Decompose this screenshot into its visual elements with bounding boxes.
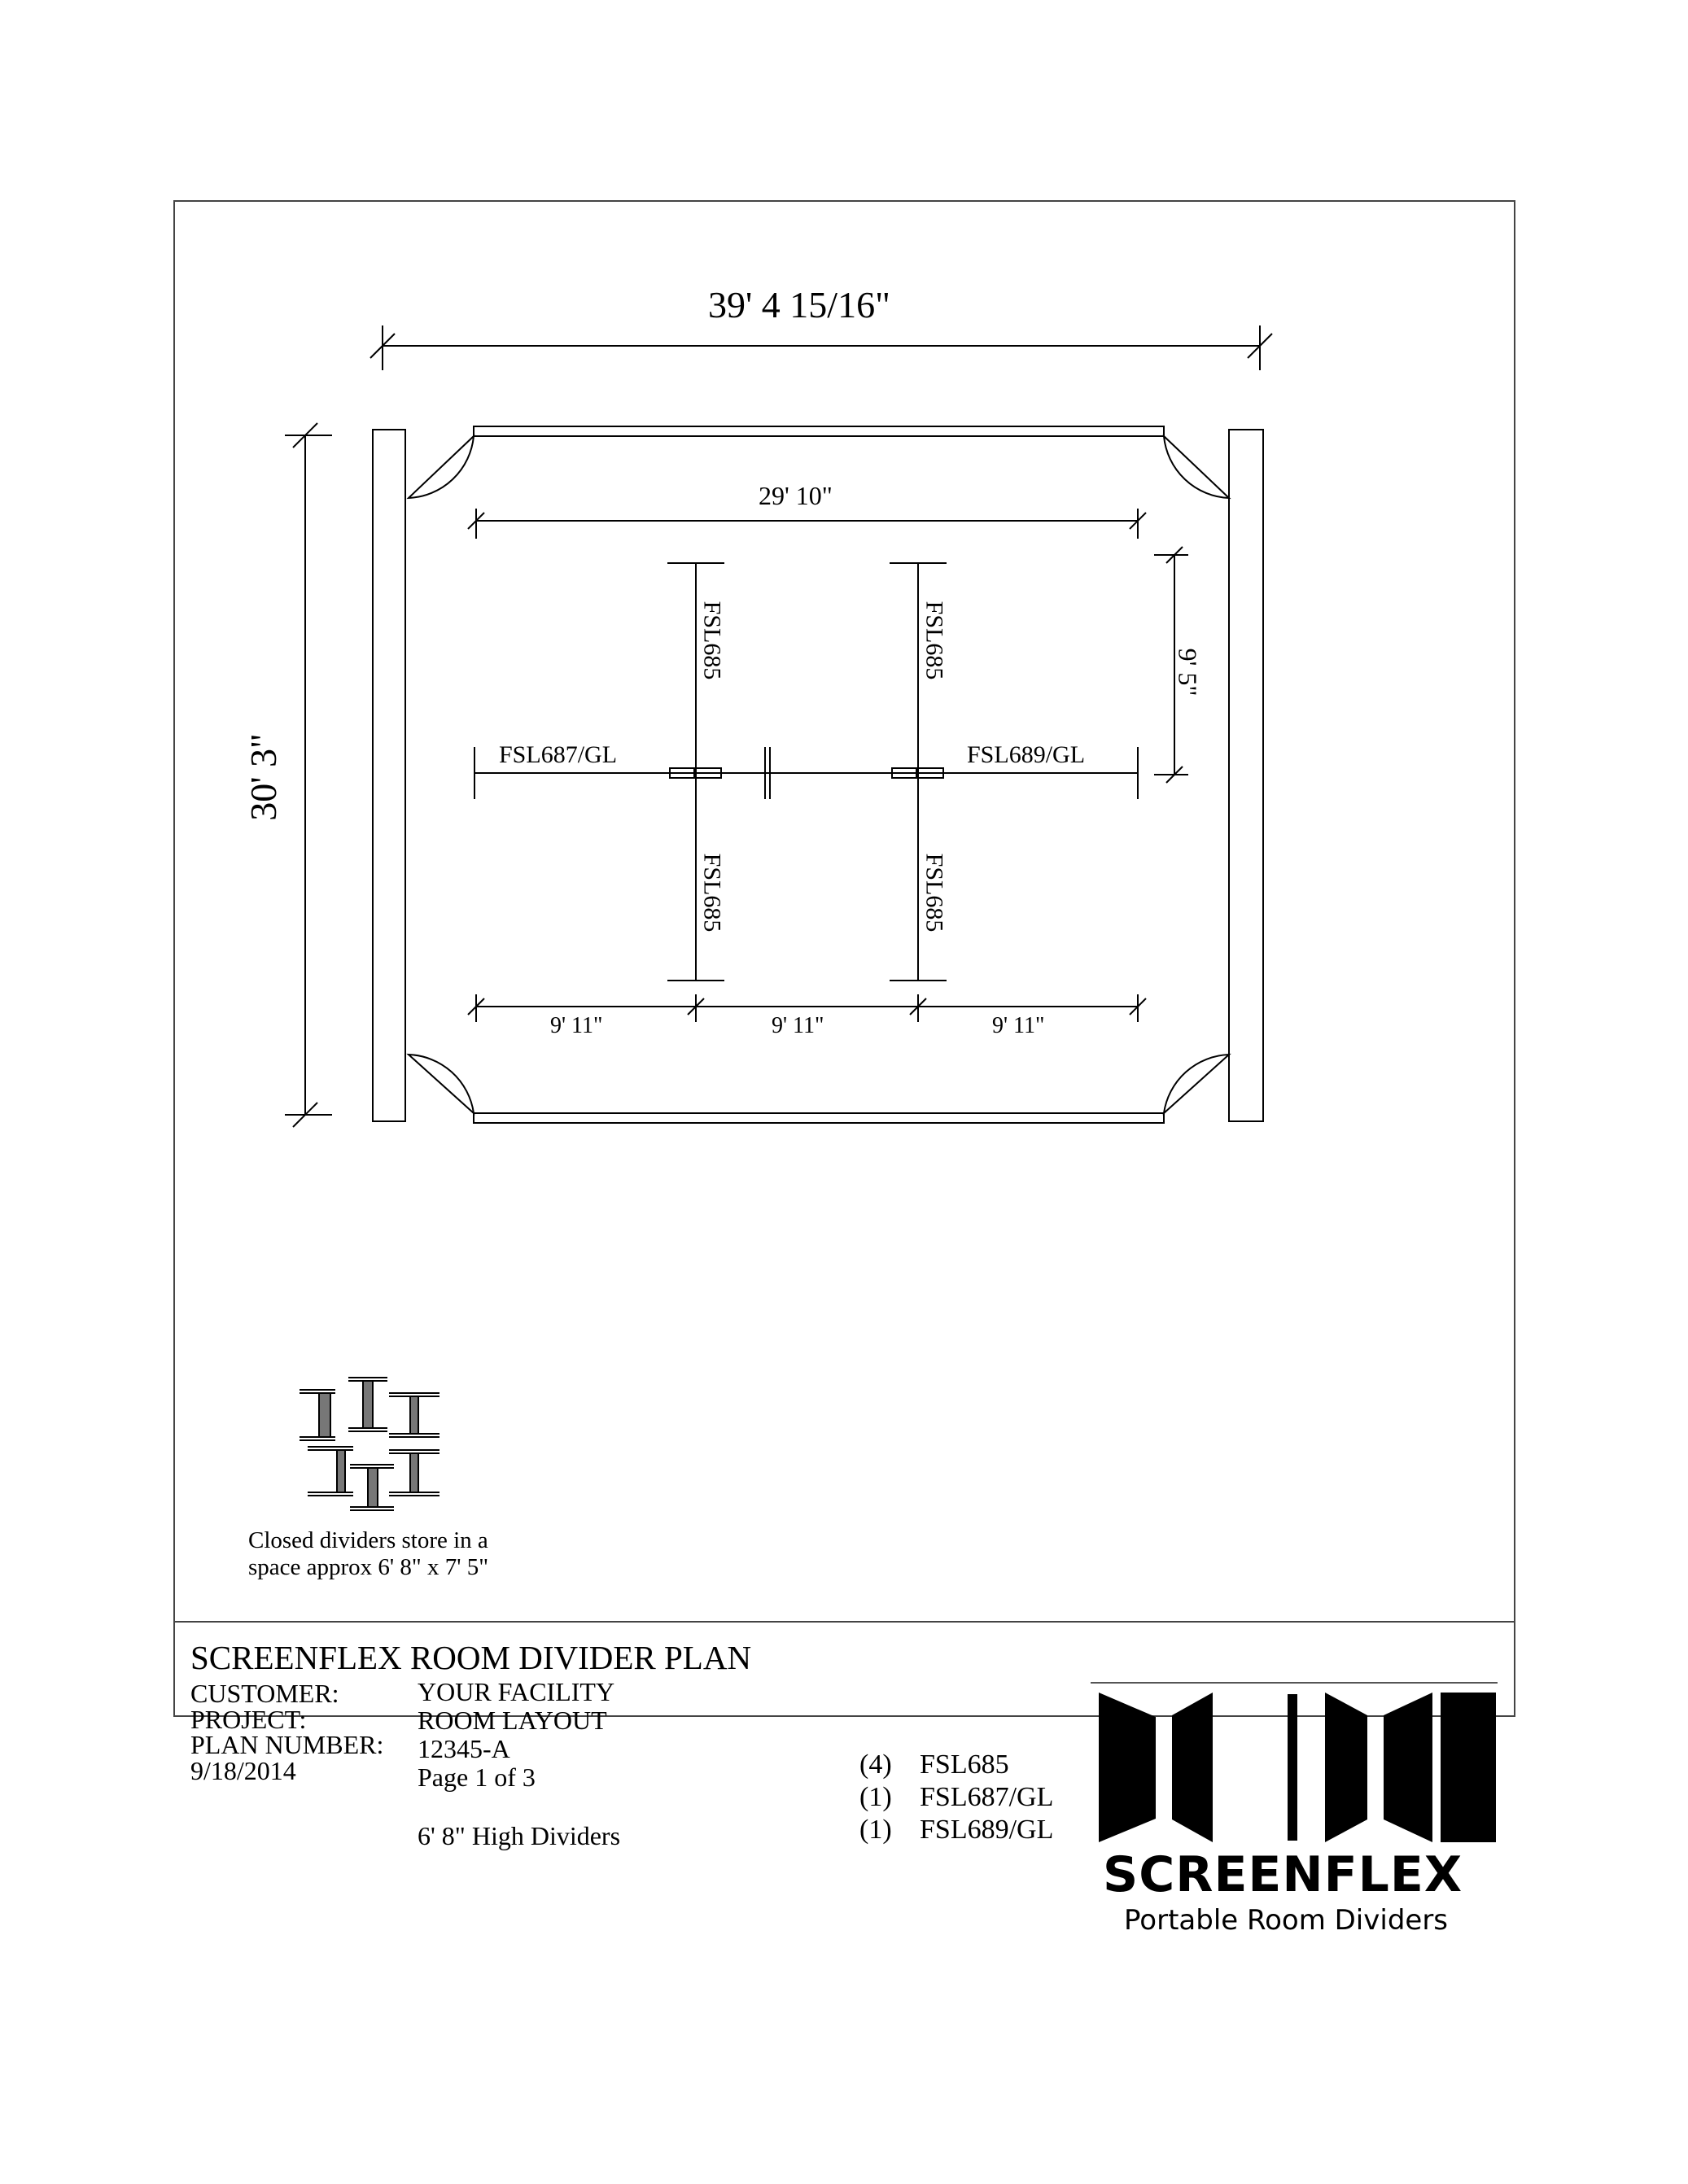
project-value: ROOM LAYOUT — [418, 1706, 607, 1735]
item-1-qty: (4) — [859, 1749, 892, 1780]
door-bottom-right — [1164, 1055, 1229, 1113]
storage-stack-icon — [300, 1378, 439, 1510]
item-3-model: FSL689/GL — [920, 1815, 1054, 1845]
divider-label-horizontal-left: FSL687/GL — [499, 741, 618, 768]
divider-run-dimension — [468, 509, 1146, 539]
item-2-model: FSL687/GL — [920, 1782, 1054, 1812]
divider-label-upper-right: FSL685 — [921, 601, 948, 680]
logo-name: SCREENFLEX — [1103, 1846, 1463, 1903]
door-bottom-left — [409, 1055, 474, 1113]
segment-label-3: 9' 11" — [992, 1013, 1045, 1038]
overall-height-label: 30' 3" — [242, 733, 284, 821]
storage-note-line2: space approx 6' 8" x 7' 5" — [248, 1554, 489, 1580]
screenflex-logo-mark — [1091, 1683, 1498, 1842]
overall-height-dimension — [285, 423, 332, 1127]
door-swings — [409, 436, 1229, 1113]
segment-label-2: 9' 11" — [772, 1013, 824, 1038]
project-label: PROJECT: — [190, 1705, 307, 1734]
divider-label-lower-right: FSL685 — [921, 853, 948, 933]
customer-value: YOUR FACILITY — [418, 1677, 615, 1706]
overall-width-label: 39' 4 15/16" — [708, 284, 890, 325]
plan-number-value: 12345-A — [418, 1734, 510, 1763]
logo-tagline: Portable Room Dividers — [1124, 1904, 1449, 1937]
dividers — [474, 563, 1138, 981]
divider-run-label: 29' 10" — [759, 481, 833, 510]
segment-label-1: 9' 11" — [550, 1013, 603, 1038]
door-top-right — [1164, 436, 1229, 498]
segment-height-label: 9' 5" — [1173, 648, 1203, 697]
customer-label: CUSTOMER: — [190, 1679, 339, 1708]
divider-label-horizontal-right: FSL689/GL — [967, 741, 1086, 768]
divider-label-upper-left: FSL685 — [698, 601, 726, 680]
plan-date: 9/18/2014 — [190, 1756, 296, 1785]
divider-label-lower-left: FSL685 — [698, 853, 726, 933]
storage-note-line1: Closed dividers store in a — [248, 1527, 488, 1553]
plan-number-label: PLAN NUMBER: — [190, 1730, 384, 1759]
page-number: Page 1 of 3 — [418, 1762, 536, 1792]
overall-width-dimension — [370, 325, 1272, 370]
plan-title: SCREENFLEX ROOM DIVIDER PLAN — [190, 1639, 752, 1676]
height-note: 6' 8" High Dividers — [418, 1821, 621, 1850]
door-top-left — [409, 436, 474, 498]
item-3-qty: (1) — [859, 1815, 892, 1845]
item-1-model: FSL685 — [920, 1749, 1009, 1780]
item-2-qty: (1) — [859, 1782, 892, 1812]
